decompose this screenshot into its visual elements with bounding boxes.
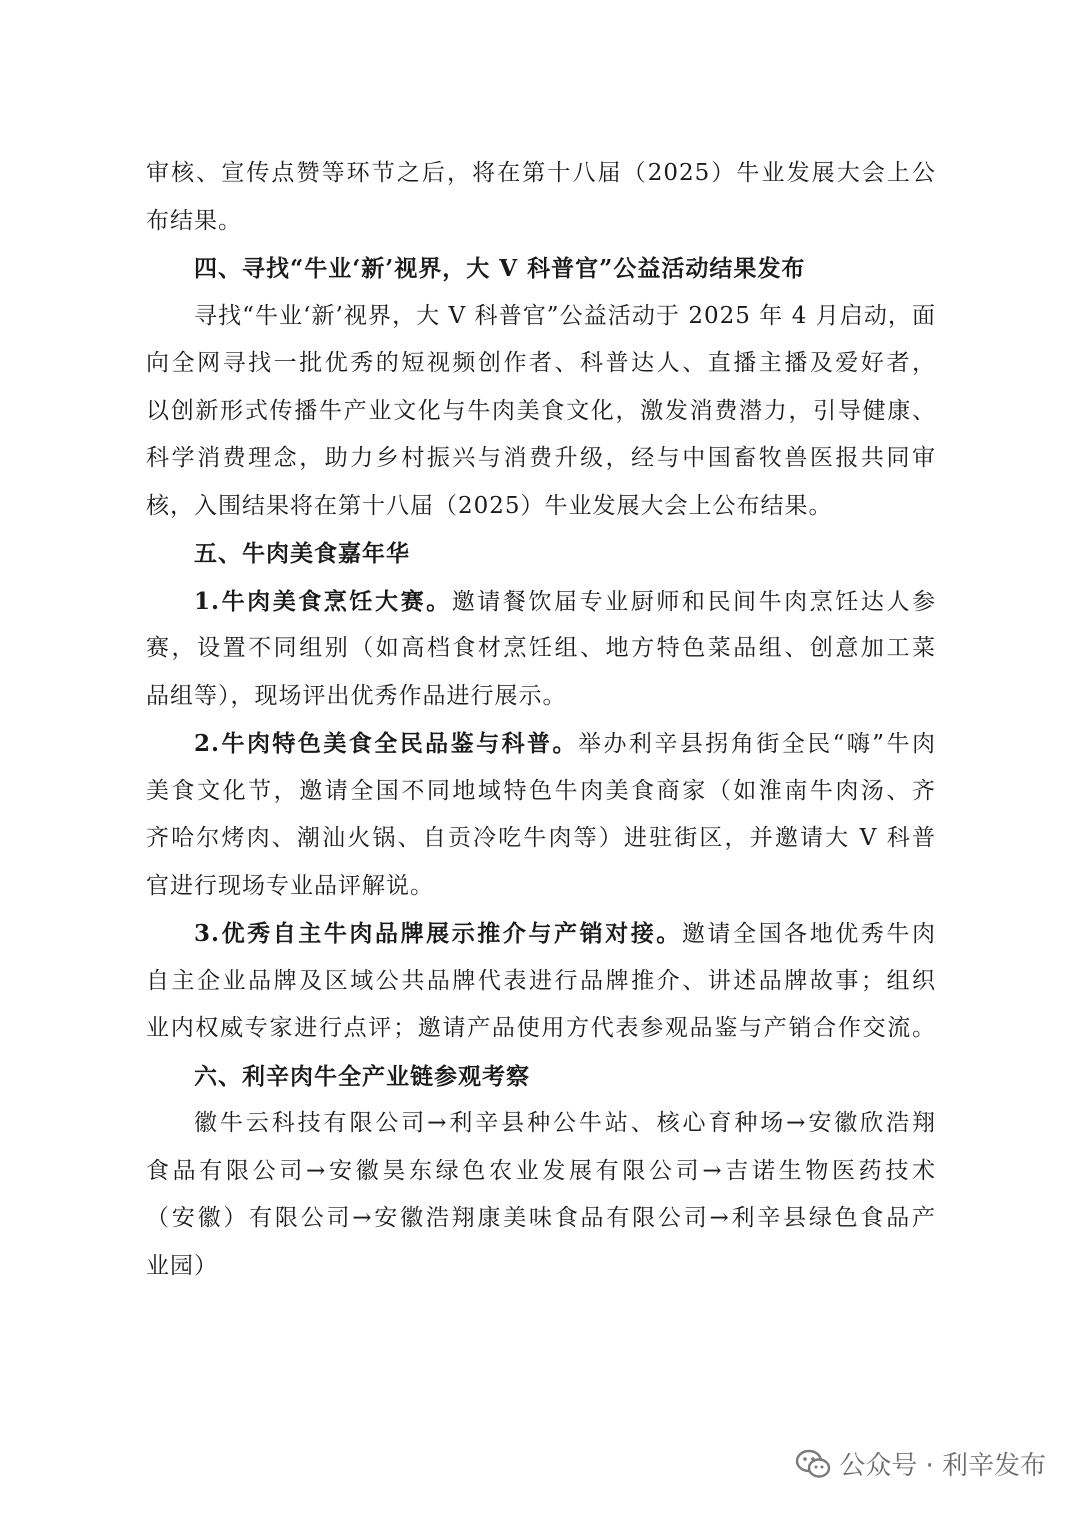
item-text: 举办利辛县拐角街全民“嗨”牛肉 <box>577 731 936 757</box>
item-lead-3: 3.优秀自主牛肉品牌展示推介与产销对接。 <box>194 920 682 947</box>
paragraph-line: 自主企业品牌及区域公共品牌代表进行品牌推介、讲述品牌故事；组织 <box>146 967 936 994</box>
paragraph-line: 徽牛云科技有限公司→利辛县种公牛站、核心育种场→安徽欣浩翔 <box>194 1110 936 1136</box>
paragraph-line: 科学消费理念，助力乡村振兴与消费升级，经与中国畜牧兽医报共同审 <box>146 445 936 471</box>
paragraph-line: 寻找“牛业‘新’视界，大 V 科普官”公益活动于 2025 年 4 月启动，面 <box>194 302 936 329</box>
paragraph-line: 业内权威专家进行点评；邀请产品使用方代表参观品鉴与产销合作交流。 <box>146 1015 936 1041</box>
paragraph-line: 食品有限公司→安徽昊东绿色农业发展有限公司→吉诺生物医药技术 <box>146 1157 936 1184</box>
paragraph-line: 官进行现场专业品评解说。 <box>146 872 434 899</box>
paragraph-line: 赛，设置不同组别（如高档食材烹饪组、地方特色菜品组、创意加工菜 <box>146 635 936 661</box>
paragraph-line: 以创新形式传播牛产业文化与牛肉美食文化，激发消费潜力，引导健康、 <box>146 397 936 424</box>
section-heading-6: 六、利辛肉牛全产业链参观考察 <box>194 1062 530 1090</box>
paragraph-line: 审核、宣传点赞等环节之后，将在第十八届（2025）牛业发展大会上公 <box>146 160 936 186</box>
wechat-watermark <box>795 1445 1046 1482</box>
paragraph-line <box>146 578 936 626</box>
paragraph-line <box>146 910 936 958</box>
paragraph-line: 业园） <box>146 1252 218 1279</box>
section-heading-4: 四、寻找“牛业‘新’视界，大 V 科普官”公益活动结果发布 <box>194 255 806 282</box>
paragraph-line: 布结果。 <box>146 207 242 234</box>
item-lead-1: 1.牛肉美食烹饪大赛。 <box>194 587 452 615</box>
item-text: 邀请全国各地优秀牛肉 <box>681 921 936 947</box>
paragraph-line: 核，入围结果将在第十八届（2025）牛业发展大会上公布结果。 <box>146 492 833 519</box>
item-text: 邀请餐饮届专业厨师和民间牛肉烹饪达人参 <box>451 588 937 615</box>
watermark-text: 公众号 · 利辛发布 <box>839 1451 1046 1481</box>
document-body <box>146 150 936 1290</box>
item-lead-2: 2.牛肉特色美食全民品鉴与科普。 <box>194 730 578 757</box>
paragraph-line: 美食文化节，邀请全国不同地域特色牛肉美食商家（如淮南牛肉汤、齐 <box>146 777 936 804</box>
paragraph-line: 品组等），现场评出优秀作品进行展示。 <box>146 682 567 709</box>
paragraph-line: 齐哈尔烤肉、潮汕火锅、自贡冷吃牛肉等）进驻街区，并邀请大 V 科普 <box>146 825 936 851</box>
wechat-icon <box>795 1449 831 1479</box>
paragraph-line <box>146 720 936 768</box>
section-heading-5: 五、牛肉美食嘉年华 <box>194 540 410 567</box>
paragraph-line: 向全网寻找一批优秀的短视频创作者、科普达人、直播主播及爱好者， <box>146 350 936 376</box>
paragraph-line: （安徽）有限公司→安徽浩翔康美味食品有限公司→利辛县绿色食品产 <box>146 1205 936 1231</box>
